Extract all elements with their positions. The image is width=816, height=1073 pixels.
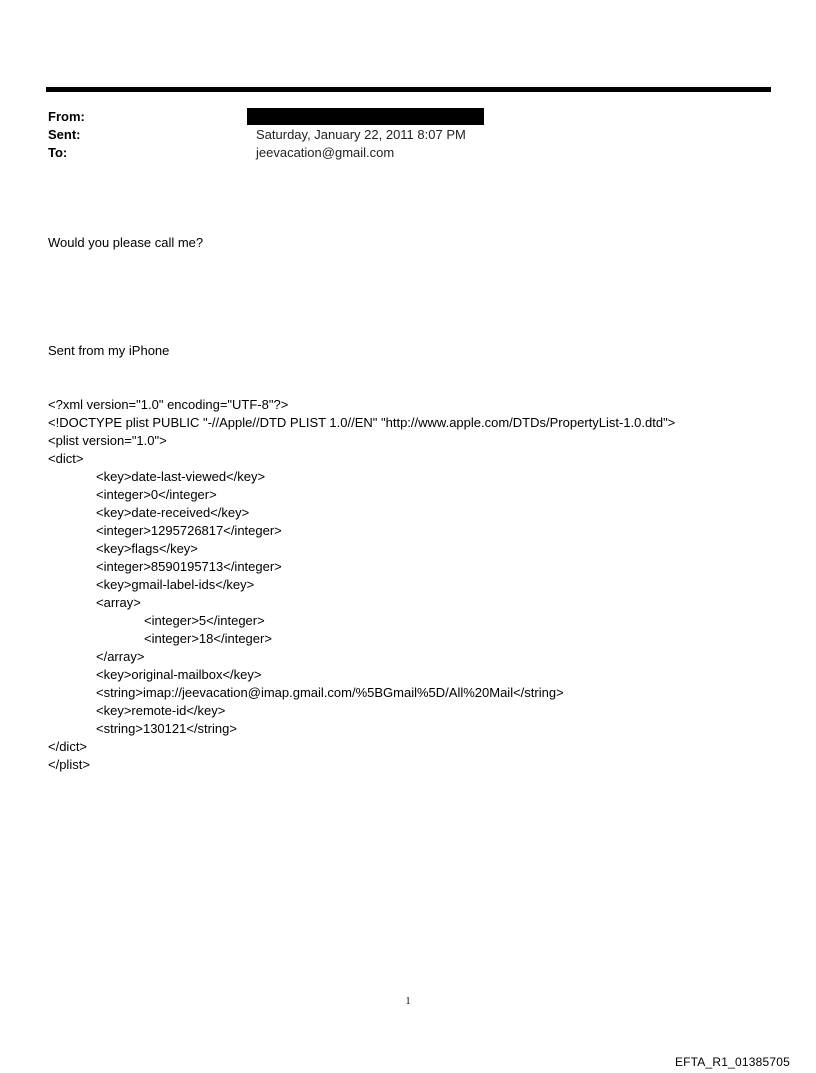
email-header <box>48 108 748 162</box>
signature-line: Sent from my iPhone <box>48 343 170 358</box>
plist-line: <integer>18</integer> <box>144 631 272 646</box>
to-label: To: <box>48 145 68 160</box>
plist-line: <string>imap://jeevacation@imap.gmail.com/%5BGmail%5D/All%20Mail</string> <box>96 685 564 700</box>
plist-line: <dict> <box>48 451 84 466</box>
plist-line: <key>original-mailbox</key> <box>96 667 262 682</box>
sent-label: Sent: <box>48 127 81 142</box>
plist-line: <key>date-last-viewed</key> <box>96 469 266 484</box>
plist-block <box>48 396 788 774</box>
greeting-line: Would you please call me? <box>48 235 204 250</box>
plist-line: <key>remote-id</key> <box>96 703 226 718</box>
page-number: 1 <box>405 996 411 1007</box>
header-divider <box>46 87 771 92</box>
sent-value: Saturday, January 22, 2011 8:07 PM <box>256 127 466 142</box>
plist-line: <integer>0</integer> <box>96 487 217 502</box>
plist-line: <integer>1295726817</integer> <box>96 523 282 538</box>
redaction-bar <box>247 108 484 125</box>
plist-line: </dict> <box>48 739 88 754</box>
plist-line: <string>130121</string> <box>96 721 237 736</box>
blank-line <box>48 288 788 306</box>
bates-number: EFTA_R1_01385705 <box>674 1055 790 1069</box>
from-label: From: <box>48 109 85 124</box>
email-body <box>48 198 788 792</box>
plist-line: <key>date-received</key> <box>96 505 250 520</box>
to-value: jeevacation@gmail.com <box>256 145 395 160</box>
plist-line: <array> <box>96 595 141 610</box>
sent-row <box>48 126 748 144</box>
from-row <box>48 108 748 126</box>
plist-line: <!DOCTYPE plist PUBLIC "-//Apple//DTD PLIST 1.0//EN" "http://www.apple.com/DTDs/PropertyList-1.0.dtd"> <box>48 415 676 430</box>
plist-line: <plist version="1.0"> <box>48 433 167 448</box>
to-row <box>48 144 748 162</box>
plist-line: <key>flags</key> <box>96 541 198 556</box>
plist-line: <integer>5</integer> <box>144 613 265 628</box>
plist-line: </array> <box>96 649 145 664</box>
plist-line: </plist> <box>48 757 90 772</box>
plist-line: <?xml version="1.0" encoding="UTF-8"?> <box>48 397 289 412</box>
plist-line: <integer>8590195713</integer> <box>96 559 282 574</box>
plist-line: <key>gmail-label-ids</key> <box>96 577 255 592</box>
